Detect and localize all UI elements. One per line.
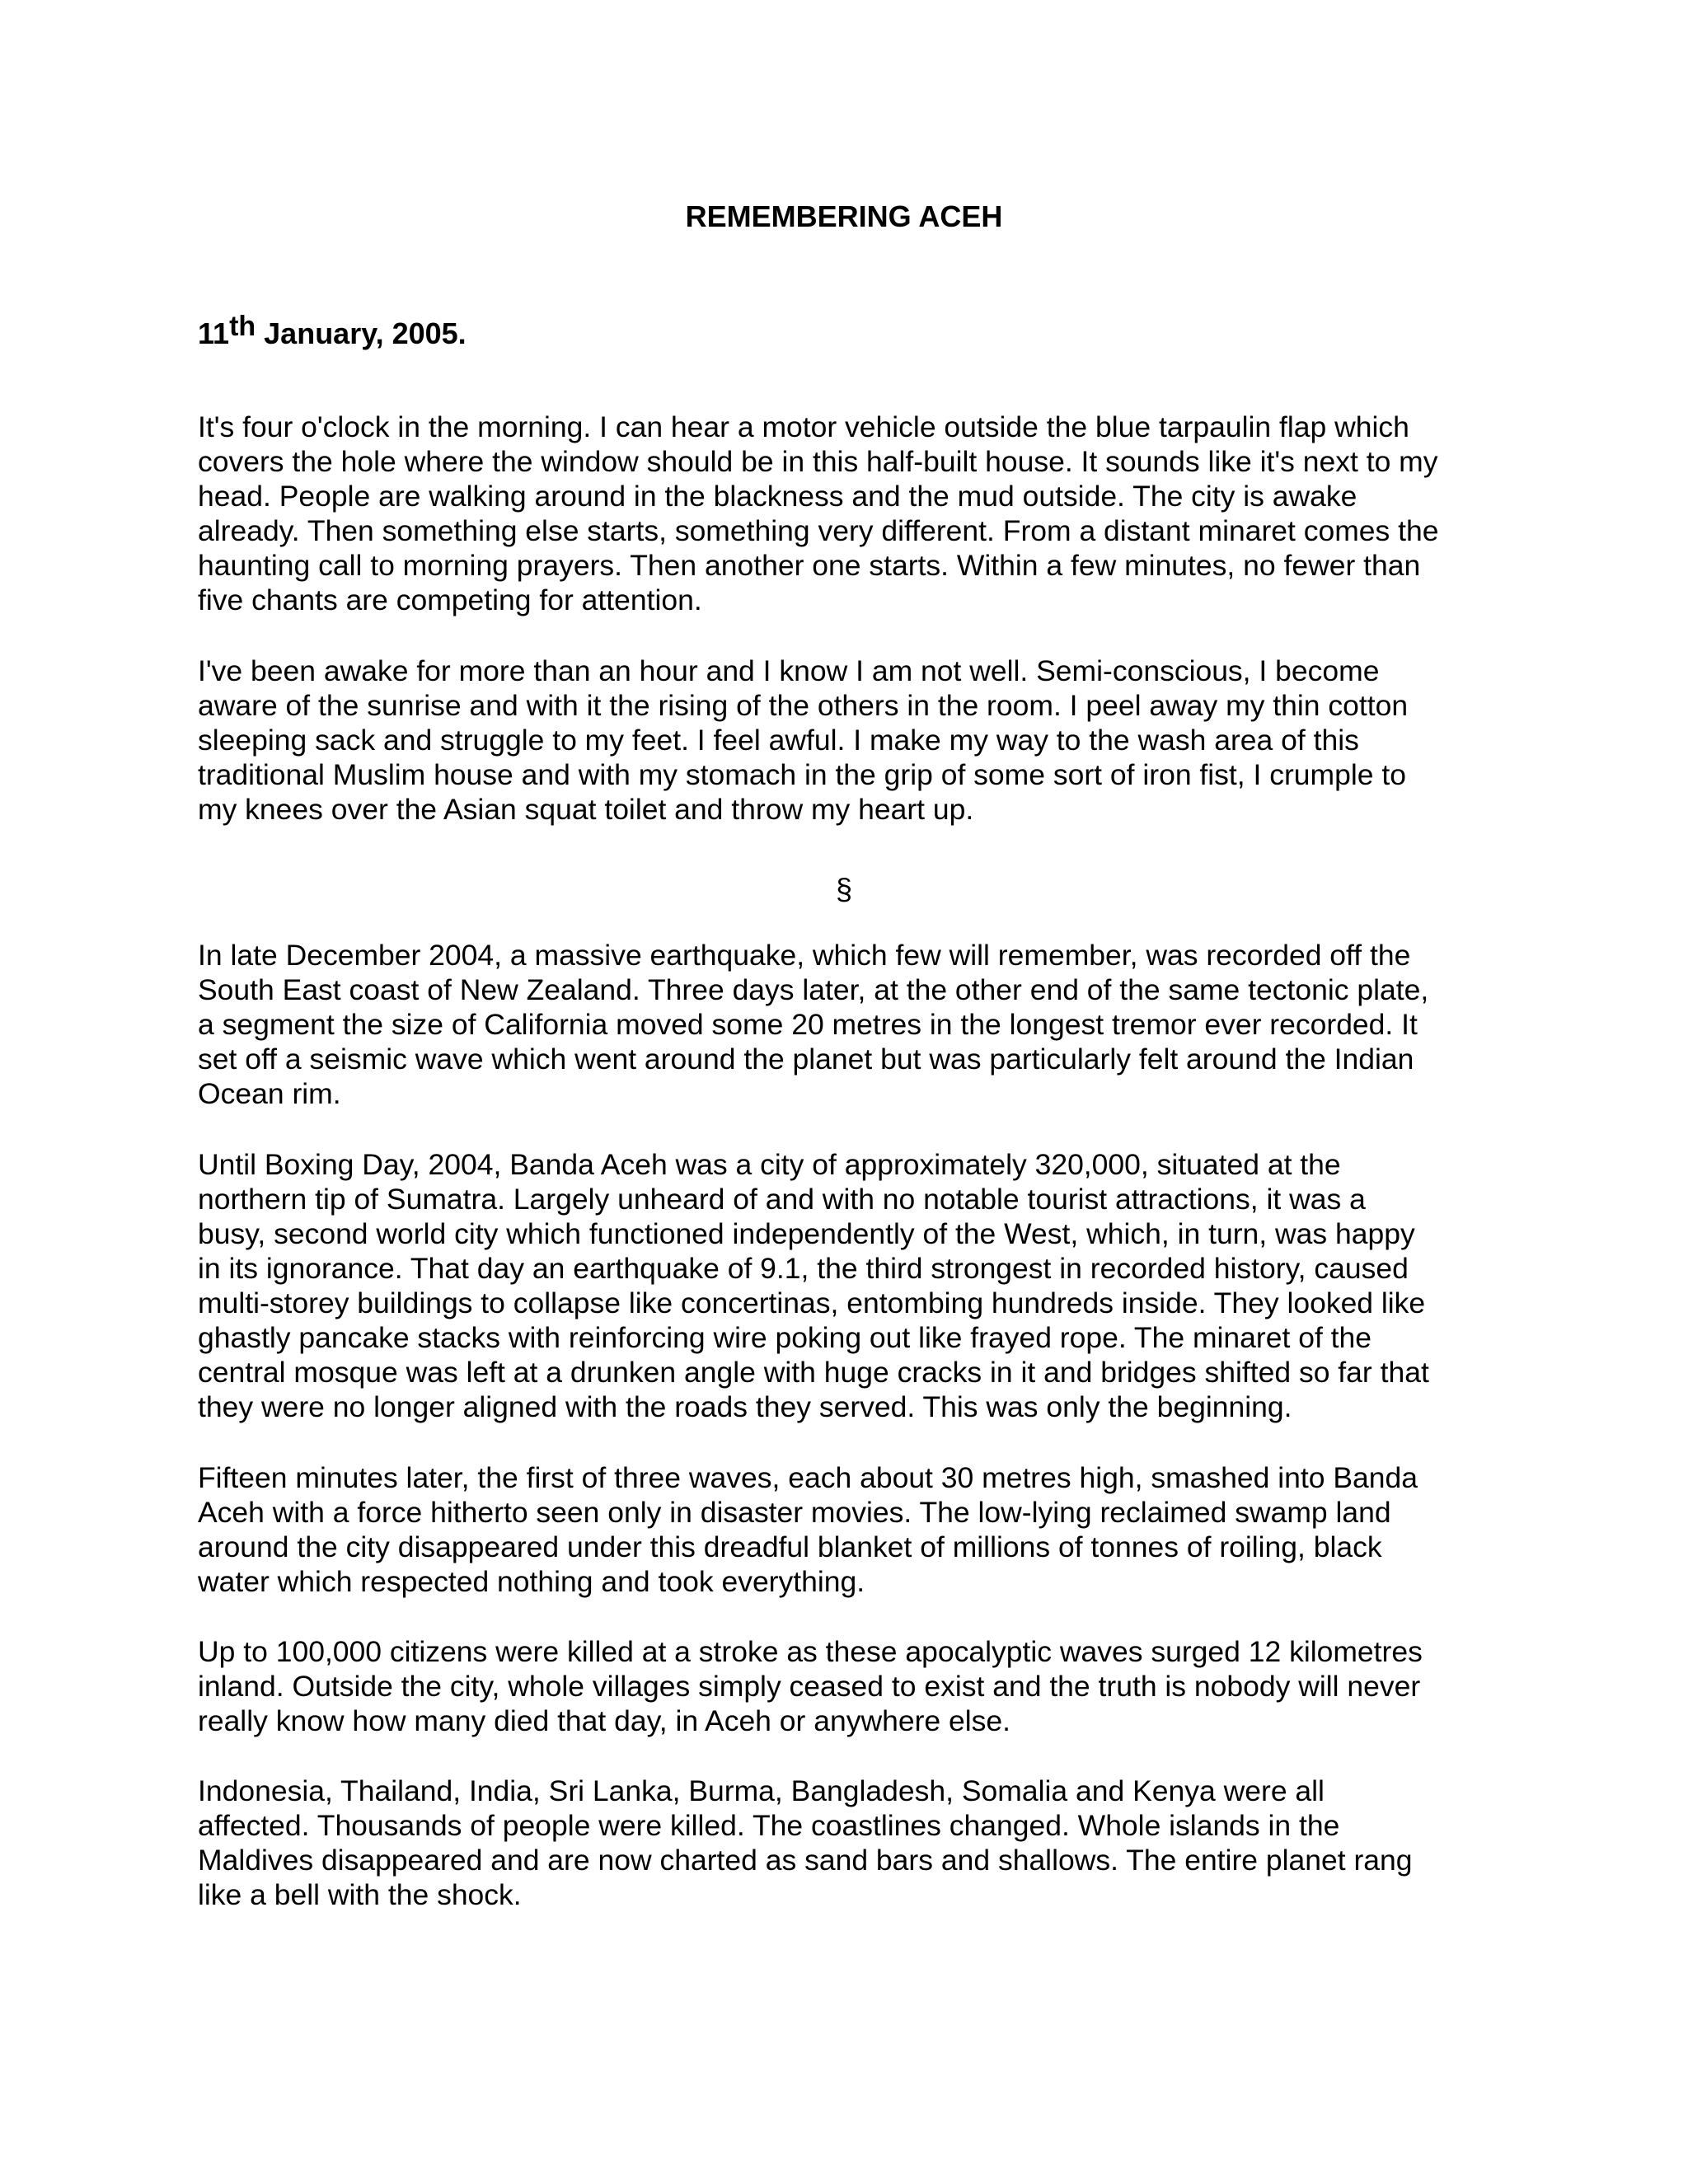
paragraph-line: water which respected nothing and took everything. (198, 1565, 865, 1598)
paragraph-line: Maldives disappeared and are now charted as sand bars and shallows. The entire planet rang (198, 1844, 1413, 1877)
paragraph-line: my knees over the Asian squat toilet and throw my heart up. (198, 793, 974, 826)
paragraph-line: South East coast of New Zealand. Three days later, at the other end of the same tectonic plate, (198, 973, 1429, 1006)
paragraph-line: ghastly pancake stacks with reinforcing wire poking out like frayed rope. The minaret of the (198, 1321, 1372, 1354)
paragraph-line: Ocean rim. (198, 1077, 341, 1110)
paragraph-7 (198, 1774, 1500, 1912)
paragraph-line: sleeping sack and struggle to my feet. I feel awful. I make my way to the wash area of this (198, 724, 1359, 757)
paragraph-line: set off a seismic wave which went around the planet but was particularly felt around the Indian (198, 1043, 1414, 1076)
paragraph-line: really know how many died that day, in Aceh or anywhere else. (198, 1704, 1010, 1737)
paragraph-line: Indonesia, Thailand, India, Sri Lanka, Burma, Bangladesh, Somalia and Kenya were all (198, 1774, 1325, 1807)
paragraph-line: in its ignorance. That day an earthquake of 9.1, the third strongest in recorded history, caused (198, 1252, 1409, 1285)
paragraph-line: central mosque was left at a drunken angle with huge cracks in it and bridges shifted so far that (198, 1356, 1429, 1389)
paragraph-line: covers the hole where the window should be in this half-built house. It sounds like it's next to my (198, 445, 1438, 478)
date-month-year: January, 2005. (256, 316, 467, 350)
paragraph-line: head. People are walking around in the blackness and the mud outside. The city is awake (198, 480, 1357, 513)
document-title: REMEMBERING ACEH (685, 199, 1003, 233)
paragraph-5 (198, 1460, 1500, 1599)
paragraph-line: multi-storey buildings to collapse like concertinas, entombing hundreds inside. They looked like (198, 1286, 1426, 1319)
paragraph-line: busy, second world city which functioned independently of the West, which, in turn, was happy (198, 1217, 1415, 1250)
paragraph-6 (198, 1634, 1500, 1738)
paragraph-line: northern tip of Sumatra. Largely unheard of and with no notable tourist attractions, it was a (198, 1183, 1366, 1216)
paragraph-4 (198, 1147, 1500, 1424)
paragraph-line: five chants are competing for attention. (198, 583, 702, 616)
date-day: 11 (198, 316, 230, 350)
paragraph-line: Until Boxing Day, 2004, Banda Aceh was a city of approximately 320,000, situated at the (198, 1148, 1341, 1181)
paragraph-3 (198, 938, 1500, 1111)
paragraph-line: a segment the size of California moved some 20 metres in the longest tremor ever recorded. It (198, 1008, 1418, 1041)
paragraph-line: Aceh with a force hitherto seen only in disaster movies. The low-lying reclaimed swamp land (198, 1496, 1391, 1529)
paragraph-line: around the city disappeared under this dreadful blanket of millions of tonnes of roiling, black (198, 1530, 1382, 1563)
paragraph-line: Fifteen minutes later, the first of three waves, each about 30 metres high, smashed into Banda (198, 1461, 1418, 1494)
document-date (198, 313, 467, 354)
paragraph-line: I've been awake for more than an hour and I know I am not well. Semi-conscious, I become (198, 654, 1380, 687)
paragraph-line: they were no longer aligned with the roads they served. This was only the beginning. (198, 1390, 1292, 1423)
paragraph-2 (198, 654, 1500, 827)
paragraph-line: Up to 100,000 citizens were killed at a stroke as these apocalyptic waves surged 12 kilometres (198, 1635, 1423, 1668)
paragraph-line: like a bell with the shock. (198, 1878, 522, 1911)
date-ordinal-suffix: th (229, 311, 256, 342)
paragraph-line: already. Then something else starts, something very different. From a distant minaret comes the (198, 514, 1439, 547)
paragraph-line: In late December 2004, a massive earthquake, which few will remember, was recorded off the (198, 939, 1411, 972)
paragraph-line: affected. Thousands of people were killed. The coastlines changed. Whole islands in the (198, 1809, 1340, 1842)
paragraph-1 (198, 410, 1500, 617)
paragraph-line: It's four o'clock in the morning. I can hear a motor vehicle outside the blue tarpaulin flap which (198, 410, 1409, 443)
paragraph-line: inland. Outside the city, whole villages simply ceased to exist and the truth is nobody will never (198, 1670, 1421, 1703)
paragraph-line: traditional Muslim house and with my stomach in the grip of some sort of iron fist, I crumple to (198, 758, 1406, 791)
paragraph-line: aware of the sunrise and with it the rising of the others in the room. I peel away my thin cotton (198, 689, 1409, 722)
paragraph-line: haunting call to morning prayers. Then another one starts. Within a few minutes, no fewer than (198, 549, 1421, 582)
section-divider: § (835, 872, 853, 906)
